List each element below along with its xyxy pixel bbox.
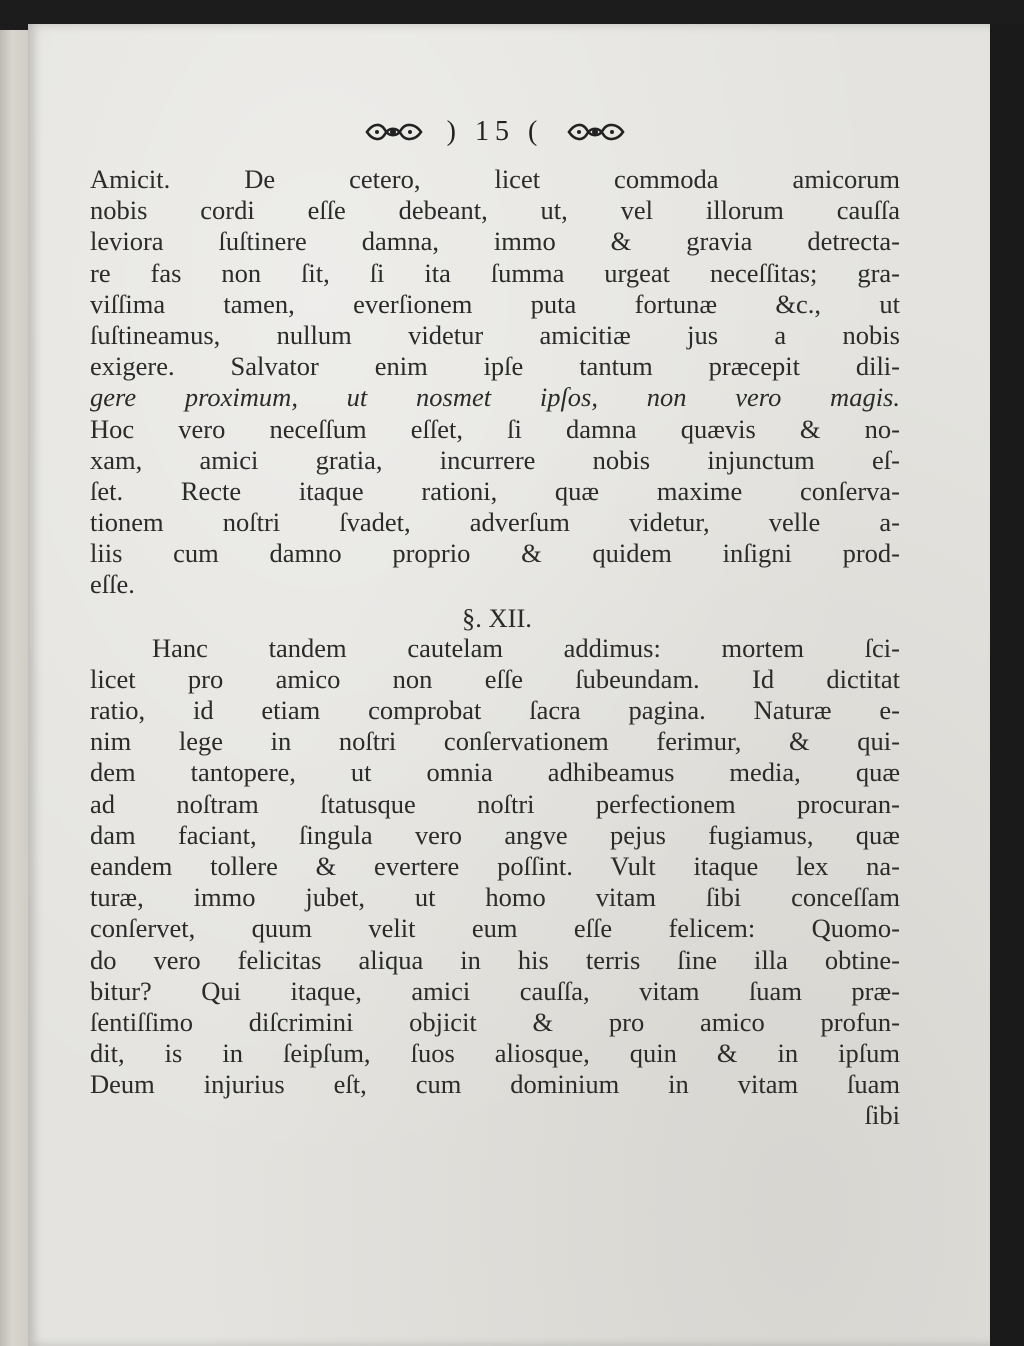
- text-line: do vero felicitas aliqua in his terris ſine illa obtine-: [90, 944, 900, 975]
- text-line: nobis cordi eſſe debeant, ut, vel illorum cauſſa: [90, 195, 900, 226]
- running-header: [90, 100, 900, 164]
- text-line: Hoc vero neceſſum eſſet, ſi damna quævis & no-: [90, 413, 900, 444]
- text-line: dam faciant, ſingula vero angve pejus fugiamus, quæ: [90, 819, 900, 850]
- text-line: exigere. Salvator enim ipſe tantum præcepit dili-: [90, 351, 900, 382]
- text-line: Deum injurius eſt, cum dominium in vitam ſuam: [90, 1069, 900, 1100]
- text-line: eſſe.: [90, 569, 135, 600]
- text-line: re fas non ſit, ſi ita ſumma urgeat neceſſitas; gra-: [90, 257, 900, 288]
- page-right-border: [990, 24, 1024, 1346]
- text-line: ſuſtineamus, nullum videtur amicitiæ jus a nobis: [90, 319, 900, 350]
- page-text: [90, 100, 900, 1131]
- text-line: xam, amici gratia, incurrere nobis injunctum eſ-: [90, 444, 900, 475]
- text-line: Amicit. De cetero, licet commoda amicorum: [90, 164, 900, 194]
- page-number: ) 15 (: [446, 116, 544, 148]
- text-line: turæ, immo jubet, ut homo vitam ſibi conceſſam: [90, 882, 900, 913]
- text-line: dem tantopere, ut omnia adhibeamus media, quæ: [90, 757, 900, 788]
- text-line: ad noſtram ſtatusque noſtri perfectionem procuran-: [90, 788, 900, 819]
- italic-text-line: gere proximum, ut nosmet ipſos, non vero magis.: [90, 382, 900, 413]
- section-heading: §. XII.: [462, 602, 532, 633]
- catchword: ſibi: [864, 1100, 900, 1131]
- text-line: bitur? Qui itaque, amici cauſſa, vitam ſuam præ-: [90, 975, 900, 1006]
- text-line: ſet. Recte itaque rationi, quæ maxime conſerva-: [90, 475, 900, 506]
- paragraph-1: [90, 164, 900, 601]
- text-line: licet pro amico non eſſe ſubeundam. Id dictitat: [90, 663, 900, 694]
- ornament-icon: [565, 121, 627, 143]
- text-line: eandem tollere & evertere poſſint. Vult itaque lex na-: [90, 850, 900, 881]
- text-line: ratio, id etiam comprobat ſacra pagina. Naturæ e-: [90, 695, 900, 725]
- text-line: dit, is in ſeipſum, ſuos aliosque, quin & in ipſum: [90, 1038, 900, 1069]
- text-line: tionem noſtri ſvadet, adverſum videtur, velle a-: [90, 507, 900, 538]
- text-line: nim lege in noſtri conſervationem ferimur, & qui-: [90, 726, 900, 757]
- text-line: Hanc tandem cautelam addimus: mortem ſci-: [152, 632, 900, 663]
- text-line: viſſima tamen, everſionem puta fortunæ &c., ut: [90, 288, 900, 319]
- text-line: ſentiſſimo diſcrimini objicit & pro amico profun-: [90, 1006, 900, 1037]
- text-line: conſervet, quum velit eum eſſe felicem: Quomo-: [90, 913, 900, 944]
- text-line: liis cum damno proprio & quidem inſigni prod-: [90, 538, 900, 569]
- paragraph-2: [90, 633, 900, 1101]
- text-line: leviora ſuſtinere damna, immo & gravia detrecta-: [90, 226, 900, 257]
- ornament-icon: [363, 121, 425, 143]
